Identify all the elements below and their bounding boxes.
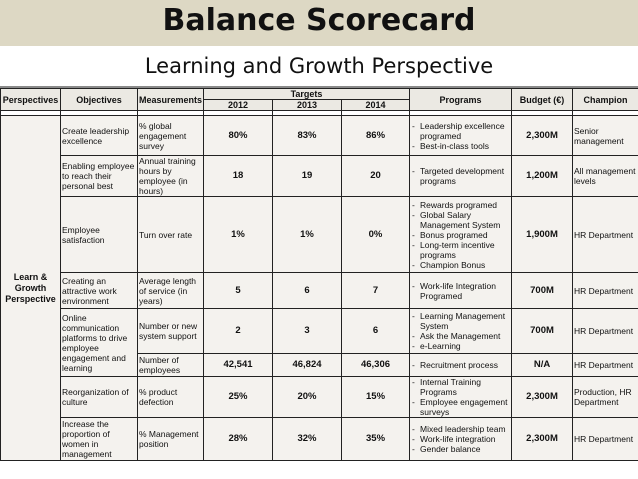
- target-cell: 18: [204, 156, 273, 197]
- champion-cell: HR Department: [573, 273, 638, 309]
- target-cell: 28%: [204, 418, 273, 461]
- programs-cell: [410, 354, 512, 377]
- programs-cell: [410, 309, 512, 354]
- program-item: - Best-in-class tools: [411, 141, 510, 151]
- table-row: [1, 273, 638, 309]
- programs-list: [411, 200, 510, 270]
- program-item: - Bonus programed: [411, 230, 510, 240]
- target-cell: 15%: [342, 377, 410, 418]
- objective-cell: Creating an attractive work environment: [61, 273, 138, 309]
- target-cell: 25%: [204, 377, 273, 418]
- program-item: - Gender balance: [411, 444, 510, 454]
- target-cell: 19: [273, 156, 342, 197]
- budget-cell: 700M: [512, 273, 573, 309]
- perspective-cell: Learn & Growth Perspective: [1, 116, 61, 461]
- programs-list: [411, 360, 510, 370]
- header-year-2013: 2013: [273, 100, 342, 111]
- table-row: [1, 309, 638, 354]
- programs-cell: [410, 418, 512, 461]
- measurement-cell: Turn over rate: [138, 197, 204, 273]
- programs-cell: [410, 197, 512, 273]
- header-objectives: Objectives: [61, 89, 138, 111]
- header-measurements: Measurements: [138, 89, 204, 111]
- measurement-cell: % product defection: [138, 377, 204, 418]
- target-cell: 7: [342, 273, 410, 309]
- programs-cell: [410, 273, 512, 309]
- target-cell: 35%: [342, 418, 410, 461]
- budget-cell: 2,300M: [512, 116, 573, 156]
- header-champion: Champion: [573, 89, 638, 111]
- header-year-2014: 2014: [342, 100, 410, 111]
- budget-cell: 2,300M: [512, 418, 573, 461]
- programs-cell: [410, 116, 512, 156]
- target-cell: 5: [204, 273, 273, 309]
- target-cell: 86%: [342, 116, 410, 156]
- target-cell: 6: [342, 309, 410, 354]
- champion-cell: Senior management: [573, 116, 638, 156]
- target-cell: 6: [273, 273, 342, 309]
- champion-cell: All management levels: [573, 156, 638, 197]
- target-cell: 46,306: [342, 354, 410, 377]
- program-item: - Work-life Integration Programed: [411, 281, 510, 301]
- program-item: - Recruitment process: [411, 360, 510, 370]
- program-item: - Work-life integration: [411, 434, 510, 444]
- slide-title: Balance Scorecard: [162, 3, 476, 38]
- target-cell: 0%: [342, 197, 410, 273]
- program-item: - Internal Training Programs: [411, 377, 510, 397]
- table-row: [1, 156, 638, 197]
- objective-cell: Online communication platforms to drive employee engagement and learning: [61, 309, 138, 377]
- target-cell: 46,824: [273, 354, 342, 377]
- measurement-cell: % global engagement survey: [138, 116, 204, 156]
- programs-list: [411, 121, 510, 151]
- program-item: - Global Salary Management System: [411, 210, 510, 230]
- programs-list: [411, 424, 510, 454]
- objective-cell: Reorganization of culture: [61, 377, 138, 418]
- target-cell: 20: [342, 156, 410, 197]
- target-cell: 1%: [204, 197, 273, 273]
- programs-list: [411, 166, 510, 186]
- slide-subtitle: Learning and Growth Perspective: [144, 54, 494, 78]
- objective-cell: Employee satisfaction: [61, 197, 138, 273]
- programs-list: [411, 311, 510, 351]
- champion-cell: HR Department: [573, 309, 638, 354]
- program-item: - Employee engagement surveys: [411, 397, 510, 417]
- target-cell: 20%: [273, 377, 342, 418]
- champion-cell: HR Department: [573, 197, 638, 273]
- header-budget: Budget (€): [512, 89, 573, 111]
- table-row: [1, 418, 638, 461]
- target-cell: 2: [204, 309, 273, 354]
- budget-cell: 1,900M: [512, 197, 573, 273]
- program-item: - Long-term incentive programs: [411, 240, 510, 260]
- programs-list: [411, 377, 510, 417]
- program-item: - Ask the Management: [411, 331, 510, 341]
- champion-cell: HR Department: [573, 354, 638, 377]
- program-item: - Learning Management System: [411, 311, 510, 331]
- header-perspectives: Perspectives: [1, 89, 61, 111]
- program-item: - Targeted development programs: [411, 166, 510, 186]
- target-cell: 3: [273, 309, 342, 354]
- program-item: - e-Learning: [411, 341, 510, 351]
- header-programs: Programs: [410, 89, 512, 111]
- objective-cell: Increase the proportion of women in management: [61, 418, 138, 461]
- budget-cell: 1,200M: [512, 156, 573, 197]
- objective-cell: Enabling employee to reach their personal best: [61, 156, 138, 197]
- program-item: - Champion Bonus: [411, 260, 510, 270]
- table-row: [1, 377, 638, 418]
- target-cell: 32%: [273, 418, 342, 461]
- target-cell: 80%: [204, 116, 273, 156]
- measurement-cell: Annual training hours by employee (in hours): [138, 156, 204, 197]
- objective-cell: Create leadership excellence: [61, 116, 138, 156]
- scorecard-table: [0, 88, 638, 461]
- programs-cell: [410, 377, 512, 418]
- budget-cell: N/A: [512, 354, 573, 377]
- target-cell: 83%: [273, 116, 342, 156]
- target-cell: 1%: [273, 197, 342, 273]
- table-row: [1, 116, 638, 156]
- measurement-cell: % Management position: [138, 418, 204, 461]
- programs-list: [411, 281, 510, 301]
- champion-cell: HR Department: [573, 418, 638, 461]
- measurement-cell: Average length of service (in years): [138, 273, 204, 309]
- budget-cell: 700M: [512, 309, 573, 354]
- program-item: - Leadership excellence programed: [411, 121, 510, 141]
- program-item: - Mixed leadership team: [411, 424, 510, 434]
- program-item: - Rewards programed: [411, 200, 510, 210]
- target-cell: 42,541: [204, 354, 273, 377]
- budget-cell: 2,300M: [512, 377, 573, 418]
- measurement-cell: Number or new system support: [138, 309, 204, 354]
- table-row: [1, 197, 638, 273]
- header-year-2012: 2012: [204, 100, 273, 111]
- header-targets: Targets: [204, 89, 410, 100]
- programs-cell: [410, 156, 512, 197]
- measurement-cell: Number of employees: [138, 354, 204, 377]
- champion-cell: Production, HR Department: [573, 377, 638, 418]
